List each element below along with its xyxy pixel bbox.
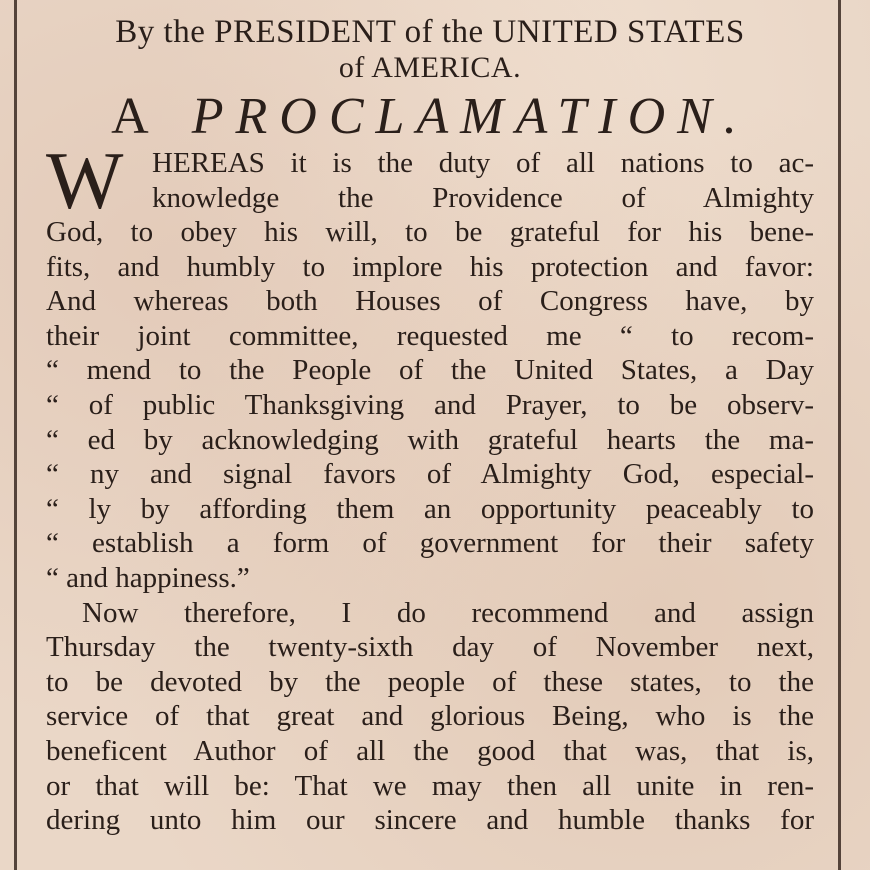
text-line: “ mend to the People of the United States, a Day bbox=[46, 354, 814, 387]
text-line: “ ny and signal favors of Almighty God, especial- bbox=[46, 458, 814, 491]
text-line: their joint committee, requested me “ to recom- bbox=[46, 319, 814, 352]
drop-cap-lines bbox=[152, 146, 814, 215]
text-line: Now therefore, I do recommend and assign bbox=[82, 596, 814, 629]
header-line-1: By the PRESIDENT of the UNITED STATES bbox=[115, 14, 745, 50]
right-column-rule bbox=[838, 0, 841, 870]
text-line: beneficent Author of all the good that was, that is, bbox=[46, 734, 814, 767]
text-line: dering unto him our sincere and humble thanks for bbox=[46, 804, 814, 837]
text-line: “ establish a form of government for their safety bbox=[46, 527, 814, 560]
opening-paragraph-start bbox=[46, 135, 814, 226]
proclamation-title-article: A bbox=[111, 88, 167, 145]
text-line: to be devoted by the people of these states, to the bbox=[46, 665, 814, 698]
header-line-2: of AMERICA. bbox=[338, 51, 522, 84]
text-line: Thursday the twenty-sixth day of November next, bbox=[46, 631, 814, 664]
text-line: And whereas both Houses of Congress have, by bbox=[46, 285, 814, 318]
text-line: God, to obey his will, to be grateful for his bene- bbox=[46, 216, 814, 248]
text-line: service of that great and glorious Being, who is the bbox=[46, 700, 814, 733]
opening-paragraph-body bbox=[46, 215, 814, 596]
text-line: or that will be: That we may then all unite in ren- bbox=[46, 769, 814, 802]
text-line: HEREAS it is the duty of all nations to ac- bbox=[152, 147, 814, 179]
left-column-rule bbox=[14, 0, 17, 870]
text-line: “ and happiness.” bbox=[46, 561, 250, 594]
text-line: “ of public Thanksgiving and Prayer, to be observ- bbox=[46, 388, 814, 421]
text-line: “ ly by affording them an opportunity peaceably to bbox=[46, 492, 814, 525]
proclamation-title-word: PROCLAMATION. bbox=[191, 88, 749, 145]
second-paragraph bbox=[46, 596, 814, 838]
proclamation-column bbox=[46, 14, 814, 838]
proclamation-title bbox=[46, 88, 814, 146]
text-line: “ ed by acknowledging with grateful hearts the ma- bbox=[46, 423, 814, 456]
text-line: fits, and humbly to implore his protection and favor: bbox=[46, 250, 814, 283]
text-line: knowledge the Providence of Almighty bbox=[152, 181, 814, 214]
drop-cap: W bbox=[46, 135, 124, 226]
